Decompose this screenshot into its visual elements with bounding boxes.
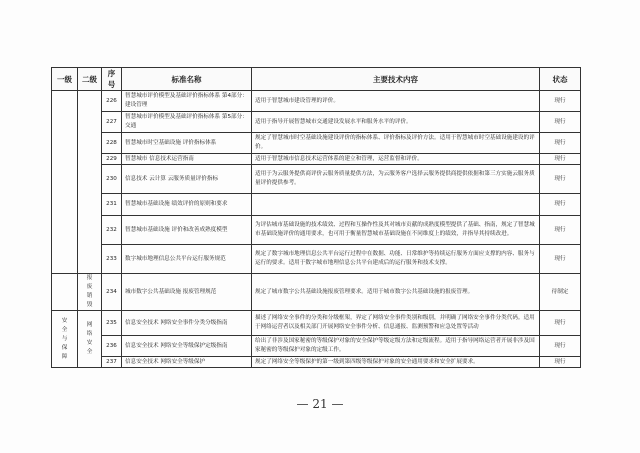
technical-content: 适用于指导开展智慧城市交通建设发展水平和服务水平的评价。 [252, 112, 540, 133]
standard-name: 智慧城市评价模型及基础评价指标体系 第5部分：交通 [122, 112, 252, 133]
header-level1: 一级 [52, 68, 78, 91]
status-cell: 现行 [540, 133, 581, 154]
header-seq: 序号 [102, 68, 122, 91]
technical-content: 适用于为云服务提供商评价云服务质量提供方法，为云服务客户选择云服务提供商提供依据和第三方实施云服务质量评价提供参考。 [252, 165, 540, 194]
row-number: 226 [102, 91, 122, 112]
table-row [52, 357, 581, 368]
level1-blank-cell [52, 274, 78, 311]
level2-blank-cell [78, 91, 102, 274]
status-cell: 现行 [540, 357, 581, 368]
standard-name: 智慧城市时空基础设施 评价指标体系 [122, 133, 252, 154]
table-row [52, 245, 581, 274]
table-row [52, 165, 581, 194]
standard-name: 信息安全技术 网络安全等级保护 [122, 357, 252, 368]
status-cell: 现行 [540, 154, 581, 165]
row-number: 228 [102, 133, 122, 154]
row-number: 229 [102, 154, 122, 165]
table-row [52, 133, 581, 154]
row-number: 234 [102, 274, 122, 311]
table-header-row [52, 68, 581, 91]
page-number: — 21 — [296, 397, 344, 411]
row-number: 230 [102, 165, 122, 194]
header-name: 标准名称 [122, 68, 252, 91]
standard-name: 信息技术 云计算 云服务质量评价指标 [122, 165, 252, 194]
level2-network-label: 网络安全 [78, 311, 102, 368]
row-number: 231 [102, 194, 122, 216]
standard-name: 数字城市地理信息公共平台运行服务规范 [122, 245, 252, 274]
table-row [52, 216, 581, 245]
status-cell: 现行 [540, 245, 581, 274]
standard-name: 智慧城市 信息技术运营指南 [122, 154, 252, 165]
status-cell: 现行 [540, 194, 581, 216]
header-level2: 二级 [78, 68, 102, 91]
row-number: 227 [102, 112, 122, 133]
level1-blank-cell [52, 91, 78, 274]
table-row [52, 336, 581, 357]
technical-content: 适用于智慧城市信息技术运营体系的建立和管理，运营监督和评价。 [252, 154, 540, 165]
table-row [52, 274, 581, 311]
row-number: 232 [102, 216, 122, 245]
standard-name: 城市数字公共基础设施 报废管理规范 [122, 274, 252, 311]
table-row [52, 311, 581, 336]
table-row [52, 194, 581, 216]
status-cell: 待制定 [540, 274, 581, 311]
standard-name: 智慧城市基础设施 评价和改善成熟度模型 [122, 216, 252, 245]
technical-content: 描述了网络安全事件的分类和分级框架，界定了网络安全事件类别和级别，并明确了网络安全事件分类代码。适用于网络运营者以及相关部门开展网络安全事件分析、信息通报、监测预警和应急处置等活动 [252, 311, 540, 336]
standards-table [51, 67, 581, 368]
standard-name: 信息安全技术 网络安全等级保护定级指南 [122, 336, 252, 357]
header-content: 主要技术内容 [252, 68, 540, 91]
status-cell: 现行 [540, 112, 581, 133]
technical-content: 规定了智慧城市时空基础设施建设评价的指标体系、评价指标及评价方法。适用于智慧城市时空基础设施建设的评价。 [252, 133, 540, 154]
technical-content [252, 194, 540, 216]
status-cell: 现行 [540, 311, 581, 336]
table-row [52, 154, 581, 165]
technical-content: 适用于智慧城市建设管理的评价。 [252, 91, 540, 112]
status-cell: 现行 [540, 336, 581, 357]
standard-name: 智慧城市基础设施 绩效评价的原则和要求 [122, 194, 252, 216]
row-number: 235 [102, 311, 122, 336]
standard-name: 智慧城市评价模型及基础评价指标体系 第4部分：建设管理 [122, 91, 252, 112]
technical-content: 规定了城市数字公共基础设施报废管理要求。适用于城市数字公共基础设施的报废管理。 [252, 274, 540, 311]
level1-security-label: 安全与保障 [52, 311, 78, 368]
technical-content: 给出了非涉及国家秘密的等级保护对象的安全保护等级定级方法和定级流程。适用于指导网络运营者开展非涉及国家秘密的等级保护对象的定级工作。 [252, 336, 540, 357]
table-row [52, 91, 581, 112]
technical-content: 为评估城市基础设施的技术绩效、过程和互操作性及其对城市贡献的成熟度模型提供了基础、指南，规定了智慧城市基础设施评价的通用要求，也可用于衡量智慧城市基础设施在不同维度上的绩效，并指导其持续改进。 [252, 216, 540, 245]
table-row [52, 112, 581, 133]
status-cell: 现行 [540, 91, 581, 112]
row-number: 233 [102, 245, 122, 274]
status-cell: 现行 [540, 165, 581, 194]
technical-content: 规定了网络安全等级保护的第一级到第四级等级保护对象的安全通用要求和安全扩展要求。 [252, 357, 540, 368]
status-cell: 现行 [540, 216, 581, 245]
header-status: 状态 [540, 68, 581, 91]
standard-name: 信息安全技术 网络安全事件分类分级指南 [122, 311, 252, 336]
row-number: 237 [102, 357, 122, 368]
level2-scrap-label: 报废销毁 [78, 274, 102, 311]
technical-content: 规定了数字城市地理信息公共平台运行过程中在数据、功能、日常维护等持续运行服务方面应支撑的内容、服务与运行的要求。适用于数字城市地理信息公共平台建成后的运行服务和技术支撑。 [252, 245, 540, 274]
row-number: 236 [102, 336, 122, 357]
